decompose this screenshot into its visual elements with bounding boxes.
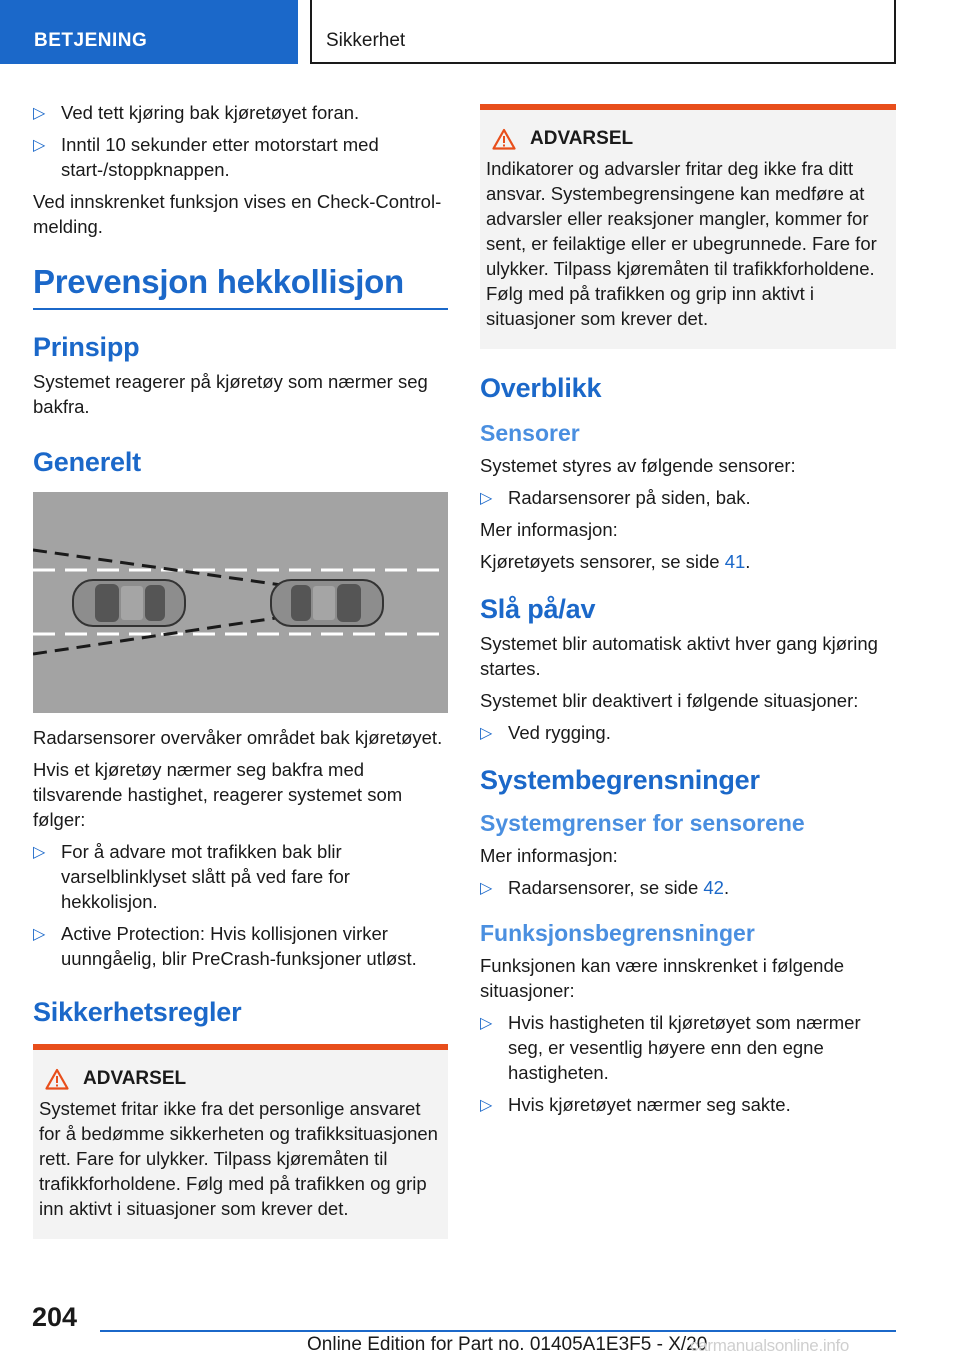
overview-heading: Overblikk xyxy=(480,373,602,403)
warning-label: ADVARSEL xyxy=(83,1068,187,1089)
warning-box xyxy=(33,1044,448,1239)
list-item: ▷ Ved rygging. xyxy=(480,720,896,745)
sensor-limits-heading: Systemgrenser for sensorene xyxy=(480,810,805,836)
approach-text: Hvis et kjøretøy nærmer seg bakfra med tilsvarende hastighet, reagerer systemet som følger: xyxy=(33,759,403,830)
sensors-bullet-list xyxy=(480,485,896,510)
warning-text: Systemet fritar ikke fra det personlige ansvaret for å bedømme sikkerheten og trafikksituasjonen rett. Fare for ulykker. Tilpass kjøremåten til trafikkforholdene. Følg med på trafikken og grip inn aktivt i situasjoner som krever det. xyxy=(39,1098,438,1219)
list-item: ▷ Radarsensorer på siden, bak. xyxy=(480,485,896,510)
radar-text: Radarsensorer overvåker området bak kjøretøyet. xyxy=(33,727,443,748)
list-item: ▷ Inntil 10 sekunder etter motorstart med start-/stoppknappen. xyxy=(33,134,379,180)
list-item: ▷ Active Protection: Hvis kollisjonen virker uunngåelig, blir PreCrash-funksjoner utløst. xyxy=(33,923,417,969)
warning-header xyxy=(39,1068,440,1090)
footer-divider xyxy=(100,1330,896,1332)
triangle-bullet-icon: ▷ xyxy=(480,1097,493,1114)
triangle-bullet-icon: ▷ xyxy=(33,105,46,122)
principle-heading: Prinsipp xyxy=(33,332,140,362)
page-number: 204 xyxy=(32,1302,78,1332)
top-bullet-list xyxy=(33,100,448,182)
section-tab: BETJENING xyxy=(0,0,298,64)
watermark: carmanualsonline.info xyxy=(690,1336,850,1355)
list-item: ▷ Radarsensorer, se side 42. xyxy=(480,875,896,900)
warning-label: ADVARSEL xyxy=(530,128,634,149)
warning-text: Indikatorer og advarsler fritar deg ikke fra ditt ansvar. Systembegrensingene kan medføre at advarsler eller reaksjoner mangler, kommer for sent, er feilaktige eller er ubegrunnede. Fare for ulykker. Tilpass kjøremåten til trafikkforholdene. Følg med på trafikken og grip inn aktivt i situasjoner som krever det. xyxy=(486,158,877,329)
sensors-heading: Sensorer xyxy=(480,420,580,446)
func-limits-heading: Funksjonsbegrensninger xyxy=(480,920,755,946)
right-column xyxy=(480,104,896,1124)
onoff-text-1: Systemet blir automatisk aktivt hver gang kjøring startes. xyxy=(480,633,878,679)
triangle-bullet-icon: ▷ xyxy=(33,844,46,861)
warning-header xyxy=(486,128,888,150)
list-item: ▷ Hvis kjøretøyet nærmer seg sakte. xyxy=(480,1092,896,1117)
triangle-bullet-icon: ▷ xyxy=(480,490,493,507)
onoff-bullet-list xyxy=(480,720,896,745)
edition-text: Online Edition for Part no. 01405A1E3F5 - X/20 xyxy=(307,1334,708,1355)
list-item: ▷ For å advare mot trafikken bak blir varselblinklyset slått på ved fare for hekkolisjon. xyxy=(33,841,350,912)
rear-collision-illustration xyxy=(33,492,448,713)
list-item: ▷ Hvis hastigheten til kjøretøyet som nærmer seg, er vesentlig høyere enn den egne hastigheten. xyxy=(480,1012,861,1083)
sensors-reference: Kjøretøyets sensorer, se side 41. xyxy=(480,551,751,572)
general-heading: Generelt xyxy=(33,447,141,477)
onoff-heading: Slå på/av xyxy=(480,594,596,624)
safety-heading: Sikkerhetsregler xyxy=(33,997,242,1027)
check-control-text: Ved innskrenket funksjon vises en Check-Control-melding. xyxy=(33,191,442,237)
onoff-text-2: Systemet blir deaktivert i følgende situasjoner: xyxy=(480,690,859,711)
main-heading: Prevensjon hekkollisjon xyxy=(33,263,448,310)
rear-car-icon xyxy=(73,580,185,626)
warning-box xyxy=(480,104,896,349)
principle-text: Systemet reagerer på kjøretøy som nærmer seg bakfra. xyxy=(33,371,428,417)
list-item: ▷ Ved tett kjøring bak kjøretøyet foran. xyxy=(33,100,448,125)
triangle-bullet-icon: ▷ xyxy=(480,725,493,742)
sensors-text: Systemet styres av følgende sensorer: xyxy=(480,455,796,476)
own-car-icon xyxy=(271,580,383,626)
left-column xyxy=(33,100,448,1239)
func-limits-text: Funksjonen kan være innskrenket i følgende situasjoner: xyxy=(480,955,845,1001)
limits-heading: Systembegrensninger xyxy=(480,765,760,795)
triangle-bullet-icon: ▷ xyxy=(33,926,46,943)
func-limits-bullet-list xyxy=(480,1010,896,1117)
general-bullet-list xyxy=(33,839,448,971)
sensor-limits-bullet-list xyxy=(480,875,896,900)
page-link-41[interactable]: 41 xyxy=(724,551,746,572)
page-link-42[interactable]: 42 xyxy=(703,877,724,898)
triangle-bullet-icon: ▷ xyxy=(480,880,493,897)
more-info-label: Mer informasjon: xyxy=(480,845,618,866)
warning-triangle-icon xyxy=(45,1068,69,1090)
road-diagram xyxy=(33,492,448,713)
chapter-title: Sikkerhet xyxy=(310,0,896,64)
more-info-label: Mer informasjon: xyxy=(480,519,618,540)
warning-triangle-icon xyxy=(492,128,516,150)
triangle-bullet-icon: ▷ xyxy=(33,137,46,154)
triangle-bullet-icon: ▷ xyxy=(480,1015,493,1032)
